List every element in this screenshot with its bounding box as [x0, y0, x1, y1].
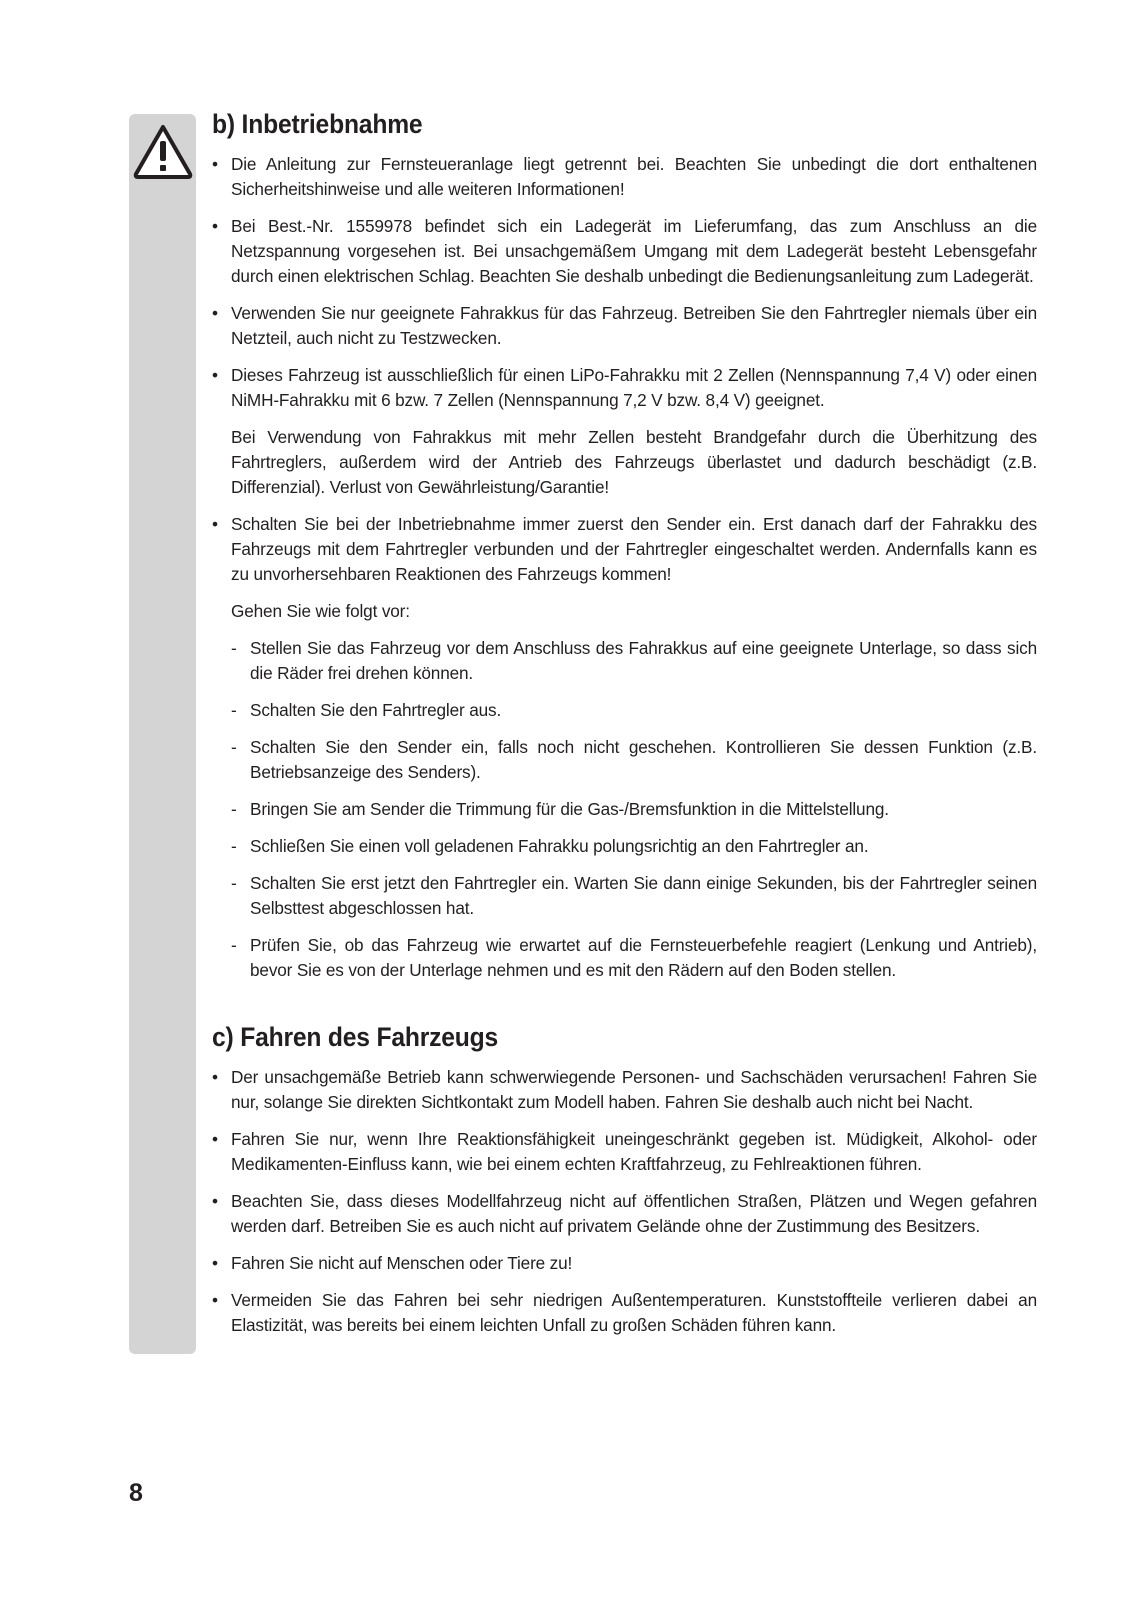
list-item: • Schalten Sie bei der Inbetriebnahme immer zuerst den Sender ein. Erst danach darf der Fahrakku des Fahrzeugs mit dem Fahrtregler verbunden und der Fahrtregler eingeschaltet werden. Andernfalls kann es zu unvorhersehbaren Reaktionen des Fahrzeugs kommen!	[212, 514, 1037, 584]
step-item: - Schalten Sie den Fahrtregler aus.	[231, 700, 502, 720]
bullet: •	[212, 365, 218, 385]
bullet: •	[212, 303, 218, 323]
bullet: •	[212, 154, 218, 174]
list-item: • Vermeiden Sie das Fahren bei sehr niedrigen Außentemperaturen. Kunststoffteile verlieren dabei an Elastizität, was bereits bei einem leichten Unfall zu großen Schäden führen kann.	[212, 1290, 1037, 1335]
bullet: •	[212, 1253, 218, 1273]
list-item: • Bei Best.-Nr. 1559978 befindet sich ein Ladegerät im Lieferumfang, das zum Anschluss an die Netzspannung vorgesehen ist. Bei unsachgemäßem Umgang mit dem Ladegerät besteht Lebensgefahr durch einen elektrischen Schlag. Beachten Sie deshalb unbedingt die Bedienungsanleitung zum Ladegerät.	[212, 216, 1037, 286]
section-heading-inbetriebnahme: b) Inbetriebnahme	[212, 109, 423, 139]
bullet: •	[212, 1290, 218, 1310]
list-item: • Dieses Fahrzeug ist ausschließlich für einen LiPo-Fahrakku mit 2 Zellen (Nennspannung 7,4 V) oder einen NiMH-Fahrakku mit 6 bzw. 7 Zellen (Nennspannung 7,2 V bzw. 8,4 V) geeignet.	[212, 365, 1037, 410]
list-item: • Der unsachgemäße Betrieb kann schwerwiegende Personen- und Sachschäden verursachen! Fahren Sie nur, solange Sie direkten Sichtkontakt zum Modell haben. Fahren Sie deshalb auch nicht bei Nacht.	[212, 1067, 1037, 1112]
list-item: • Die Anleitung zur Fernsteueranlage liegt getrennt bei. Beachten Sie unbedingt die dort enthaltenen Sicherheitshinweise und alle weiteren Informationen!	[212, 154, 1037, 199]
list-item: • Fahren Sie nicht auf Menschen oder Tiere zu!	[212, 1251, 1037, 1276]
list-item-note: Gehen Sie wie folgt vor:	[231, 601, 410, 621]
warning-triangle-icon	[131, 122, 195, 180]
list-item: • Fahren Sie nur, wenn Ihre Reaktionsfähigkeit uneingeschränkt gegeben ist. Müdigkeit, Alkohol- oder Medikamenten-Einfluss kann, wie bei einem echten Kraftfahrzeug, zu Fehlreaktionen führen.	[212, 1129, 1037, 1174]
bullet: •	[212, 1067, 218, 1087]
warning-sidebar	[129, 114, 196, 1354]
step-item: - Stellen Sie das Fahrzeug vor dem Anschluss des Fahrakkus auf eine geeignete Unterlage, so dass sich die Räder frei drehen können.	[231, 638, 1037, 683]
page-content	[212, 106, 1037, 1350]
bullet: •	[212, 216, 218, 236]
page-number: 8	[129, 1479, 143, 1507]
bullet: •	[212, 1129, 218, 1149]
step-item: - Bringen Sie am Sender die Trimmung für die Gas-/Bremsfunktion in die Mittelstellung.	[231, 799, 889, 819]
list-item: • Beachten Sie, dass dieses Modellfahrzeug nicht auf öffentlichen Straßen, Plätzen und Wegen gefahren werden darf. Betreiben Sie es auch nicht auf privatem Gelände ohne der Zustimmung des Besitzers.	[212, 1191, 1037, 1236]
step-item: - Prüfen Sie, ob das Fahrzeug wie erwartet auf die Fernsteuerbefehle reagiert (Lenkung und Antrieb), bevor Sie es von der Unterlage nehmen und es mit den Rädern auf den Boden stellen.	[231, 935, 1037, 980]
step-item: - Schalten Sie erst jetzt den Fahrtregler ein. Warten Sie dann einige Sekunden, bis der Fahrtregler seinen Selbsttest abgeschlossen hat.	[231, 873, 1037, 918]
bullet: •	[212, 514, 218, 534]
step-item: - Schließen Sie einen voll geladenen Fahrakku polungsrichtig an den Fahrtregler an.	[231, 836, 869, 856]
section-heading-fahren: c) Fahren des Fahrzeugs	[212, 1022, 499, 1052]
list-item: • Verwenden Sie nur geeignete Fahrakkus für das Fahrzeug. Betreiben Sie den Fahrtregler niemals über ein Netzteil, auch nicht zu Testzwecken.	[212, 303, 1037, 348]
step-item: - Schalten Sie den Sender ein, falls noch nicht geschehen. Kontrollieren Sie dessen Funktion (z.B. Betriebsanzeige des Senders).	[231, 737, 1037, 782]
list-item-note: Bei Verwendung von Fahrakkus mit mehr Zellen besteht Brandgefahr durch die Überhitzung des Fahrtreglers, außerdem wird der Antrieb des Fahrzeugs überlastet und dadurch beschädigt (z.B. Differenzial). Verlust von Gewährleistung/Garantie!	[231, 427, 1037, 497]
bullet: •	[212, 1191, 218, 1211]
